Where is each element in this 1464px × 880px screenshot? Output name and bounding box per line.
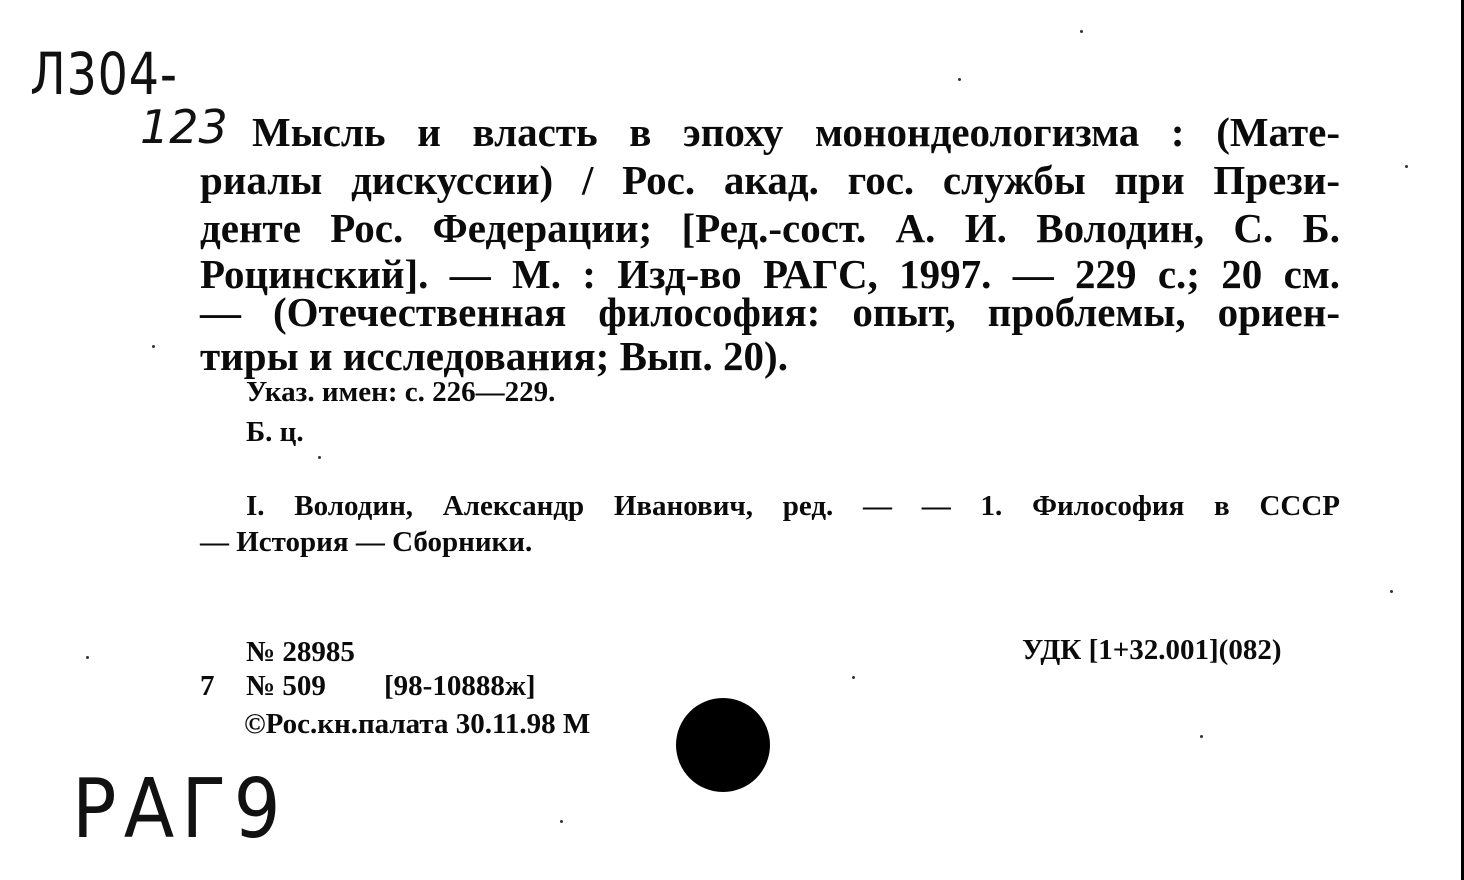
entry-line: Роцинский]. — М. : Изд-во РАГС, 1997. — 229 с.; 20 см. bbox=[200, 251, 1340, 297]
order-code: [98-10888ж] bbox=[384, 670, 536, 702]
card-number: № 28985 bbox=[246, 636, 355, 668]
price-note: Б. ц. bbox=[246, 416, 304, 448]
tracing-line: I. Володин, Александр Иванович, ред. — — 1. Философия в СССР bbox=[246, 490, 1340, 522]
entry-line: Мысль и власть в эпоху монондеологизма : (Мате- bbox=[252, 109, 1340, 155]
speck bbox=[958, 78, 961, 81]
card-prefix: 7 bbox=[200, 670, 215, 702]
entry-line: — (Отечественная философия: опыт, проблемы, ориен- bbox=[200, 289, 1340, 335]
speck bbox=[1080, 30, 1083, 33]
copyright-line: ©Рос.кн.палата 30.11.98 М bbox=[244, 708, 591, 740]
speck bbox=[318, 456, 321, 459]
entry-line: денте Рос. Федерации; [Ред.-сост. А. И. Володин, С. Б. bbox=[200, 205, 1340, 251]
handwritten-shelf-number: 123 bbox=[140, 100, 228, 154]
speck bbox=[1200, 735, 1203, 738]
entry-line: риалы дискуссии) / Рос. акад. гос. службы при Прези- bbox=[200, 157, 1340, 203]
tracing-line: — История — Сборники. bbox=[200, 526, 533, 558]
udk-code: УДК [1+32.001](082) bbox=[1022, 634, 1282, 666]
speck bbox=[1405, 165, 1408, 168]
handwritten-collection-mark: РАГ9 bbox=[72, 762, 288, 857]
punch-hole bbox=[676, 698, 770, 792]
speck bbox=[560, 820, 563, 823]
issue-number: № 509 bbox=[246, 670, 326, 702]
speck bbox=[852, 676, 855, 679]
handwritten-shelf-code: Л304- bbox=[30, 40, 178, 108]
entry-line: тиры и исследования; Вып. 20). bbox=[200, 333, 788, 379]
speck bbox=[1390, 590, 1393, 593]
speck bbox=[152, 345, 155, 348]
name-index-note: Указ. имен: с. 226—229. bbox=[246, 376, 556, 408]
speck bbox=[86, 656, 89, 659]
